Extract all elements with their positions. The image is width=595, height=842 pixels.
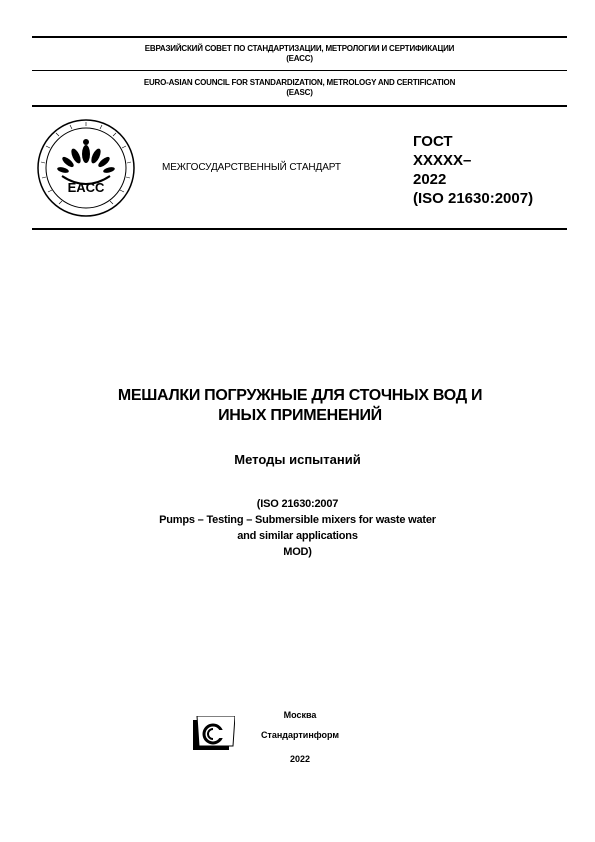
council-name-ru-line: ЕВРАЗИЙСКИЙ СОВЕТ ПО СТАНДАРТИЗАЦИИ, МЕТРОЛОГИИ И СЕРТИФИКАЦИИ (144, 44, 455, 53)
gost-designation (413, 132, 533, 208)
document-subtitle: Методы испытаний (234, 452, 361, 467)
council-name-en-line: EURO-ASIAN COUNCIL FOR STANDARDIZATION, METROLOGY AND CERTIFICATION (143, 78, 456, 87)
imprint-city: Москва (283, 710, 317, 720)
gost-line-4: (ISO 21630:2007) (413, 190, 534, 207)
document-title (40, 386, 560, 426)
iso-line-1: (ISO 21630:2007 (256, 498, 339, 510)
eacc-logo (36, 118, 136, 218)
council-abbr-ru: (ЕАСС) (286, 54, 313, 63)
iso-line-3: and similar applications (237, 530, 358, 542)
gost-line-1: ГОСТ (413, 133, 453, 150)
gost-line-2: XXXXX– (413, 152, 472, 169)
council-abbr-en: (EASC) (286, 88, 313, 97)
iso-line-2: Pumps – Testing – Submersible mixers for waste water (159, 514, 436, 526)
iso-reference (0, 496, 595, 560)
publisher-logo (193, 716, 235, 750)
header-bottom-rule (32, 228, 567, 230)
imprint-year: 2022 (289, 754, 311, 764)
council-name-ru (32, 44, 567, 64)
title-line-1: МЕШАЛКИ ПОГРУЖНЫЕ ДЛЯ СТОЧНЫХ ВОД И (117, 387, 483, 404)
gost-line-3: 2022 (413, 171, 447, 188)
eacc-logo-text: EACC (67, 180, 105, 195)
header-top-rule (32, 105, 567, 107)
top-rule (32, 36, 567, 38)
standard-type-label: МЕЖГОСУДАРСТВЕННЫЙ СТАНДАРТ (162, 162, 341, 173)
council-divider (32, 70, 567, 71)
iso-line-4: MOD) (283, 546, 312, 558)
eacc-emblem-icon (36, 118, 136, 218)
imprint-publisher: Стандартинформ (260, 730, 340, 740)
council-name-en (32, 78, 567, 98)
standartinform-logo-icon (193, 716, 235, 750)
title-line-2: ИНЫХ ПРИМЕНЕНИЙ (218, 407, 382, 424)
